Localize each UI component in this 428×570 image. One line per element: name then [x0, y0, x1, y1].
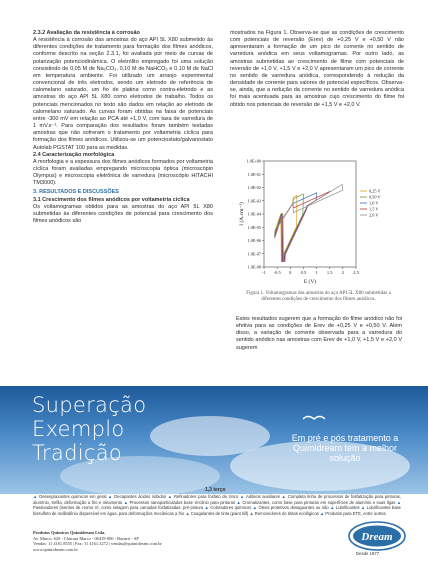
- x-tick-label: 2: [341, 270, 344, 275]
- bullet-icon: ▲: [123, 499, 130, 505]
- bullet-icon: ▲: [204, 505, 211, 511]
- bullet-icon: ▲: [249, 510, 255, 516]
- product-item: Decapantes ácidos inibidos: [114, 494, 168, 499]
- bullet-icon: ▲: [185, 510, 191, 516]
- legend-entry: 2,0 V: [369, 212, 379, 218]
- bullet-icon: ▲: [239, 494, 246, 499]
- figure-caption: Figura 1. Voltamogramas das amostras do aço API 5L X80 submetidas a diferentes condições de crescimento dos filmes anódicos.: [246, 291, 391, 302]
- product-item: Desengraxantes químicos em geral: [39, 494, 109, 499]
- x-axis-label: E (V): [303, 279, 317, 285]
- y-tick-label: 1.0E-04: [247, 211, 261, 217]
- bullet-icon: ▲: [361, 505, 367, 511]
- bullet-icon: ▲: [108, 494, 115, 499]
- x-tick-label: 0.5: [300, 270, 307, 275]
- paragraph-conclusion: Estes resultados sugerem que a formação do filme anódico não foi efetiva para as condições de Erev de +0,25 V e +0,50 V. Além disso, a variação de corrente observada para a varredura do sentido anódico nas amostras com Erev de +1,0 V, +1,5 V e +2,0 V sugerem: [236, 316, 402, 351]
- x-tick-label: 2.5: [353, 270, 359, 275]
- bullet-icon: ▲: [281, 494, 288, 499]
- section-heading-3-1: 3.1 Crescimento dos filmes anódicos por voltametria cíclica: [33, 196, 190, 203]
- ad-product-list: [33, 494, 401, 516]
- y-tick-label: 1.0E-06: [247, 238, 261, 243]
- product-item: Coagulantes de tinta (paint kill): [190, 510, 250, 516]
- product-item: Lubrificantes base bissulfeto de molibdênio dispersível em água, para deformações mecânicas a frio: [33, 505, 401, 516]
- left-column: [33, 30, 213, 225]
- x-tick-label: 1.5: [326, 270, 333, 275]
- legend-entry: 0,50 V: [369, 194, 381, 200]
- bullet-icon: ▲: [236, 499, 243, 505]
- ad-title-line-1: Superação: [32, 393, 147, 417]
- product-item: Óleos protetivos desaguantes ou não: [258, 505, 331, 511]
- product-item: Lubrificantes: [335, 505, 362, 511]
- ad-title-line-3: Tradição: [32, 441, 123, 465]
- logo-since: Desde 1977: [356, 551, 380, 556]
- plot-area: [264, 161, 356, 267]
- right-column-bottom: [236, 316, 402, 352]
- paragraph-morphology: A morfologia e a espessura dos filmes anódicos formados por voltametria cíclica foram avaliadas empregando microscopia óptica (microscópio Olympus) e microscopia eletrônica de varredura (microscópio HITACHI TM3000).: [33, 158, 213, 187]
- product-item: Coloradores químicos: [210, 505, 253, 511]
- paragraph-corrosion: A resistência à corrosão das amostras do aço API 5L X80 submetido às diferentes condições de tratamento para formação dos filmes anódicos, conforme descrito na seção 2.3.1, foi avaliada por meio de curvas de polarização potenciodinâmica. O eletrólito empregado foi uma solução consistindo de 0,05 M de Na₂CO₃, 0,10 M de NaHCO₃ e 0,10 M de NaCl em temperatura ambiente. Foi utilizado um arranjo experimental convencional de três eletrodos, sendo um eletrodo de referência de calomelano saturado, um fio de platina como contra-eletrodo e as amostras do aço API 5L X80 como eletrodos de trabalho. Todos os potenciais mencionados no texto são dados em relação ao eletrodo de calomelano saturado. As curvas foram obtidas na faixa de potenciais entre -300 mV em relação ao PCA até +1,0 V, com taxa de varredura de 1 mV.s⁻¹. Para comparação dos resultados foram também testadas amostras que não sofreram o tratamento por voltametria cíclica para formação dos filmes anódicos. Utilizou-se um potenciostato/galvanostato Autolab PGSTAT 100 para as medidas.: [33, 37, 213, 151]
- section-heading-3: 3. RESULTADOS E DISCUSSÕES: [33, 189, 119, 196]
- quimidream-advertisement: [0, 386, 428, 568]
- company-phones: Vendas: 11 4161.8555 | Fax: 11 4161.3272 | vendas@quimidream.com.br: [33, 541, 162, 547]
- product-item: Aditivos auxiliares: [245, 494, 282, 499]
- paragraph-figure-discussion: mostrados na Figura 1. Observa-se que as condições de crescimento com potenciais de reversão (Erev) de +0,25 V e +0,50 V não apresentaram a formação de um pico de corrente no sentido de varredura anódica em seus voltamogramas. Por outro lado, as amostras submetidas ao crescimento de filme com potenciais de reversão de +1,0 V, +1,5 V e +2,0 V apresentaram um pico de corrente no sentido de varredura anódica, correspondendo à redução da densidade de corrente para valores de potencial específicos. Observa-se, ainda, que a redução da corrente no sentido de varredura anódica foi mais acentuada para as amostras cujo crescimento do filme foi obtido nos potenciais de reversão de +1,5 V e +2,0 V.: [230, 30, 404, 108]
- bullet-icon: ▲: [396, 499, 402, 505]
- ad-size-label: 1,3 terço: [205, 487, 226, 493]
- legend-entry: 0,25 V: [369, 188, 381, 194]
- ad-slogan: Em pré e pós tratamento a Quimidream tem a melhor solução: [291, 433, 399, 463]
- product-item: Removedores de tintas ecológicos: [254, 510, 320, 516]
- company-name: Produtos Químicos Quimidream Ltda.: [33, 530, 106, 535]
- product-item: Refinadores para fosfato de zinco: [173, 494, 240, 499]
- x-tick-label: 0: [289, 270, 292, 275]
- y-tick-label: 1.0E-07: [247, 251, 261, 257]
- y-tick-label: 1.0E-03: [247, 198, 261, 204]
- paragraph-voltammograms: Os voltamogramas obtidos para as amostras do aço API 5L X80 submetidas às diferentes condições de potencial para crescimento dos filmes anódicos são: [33, 203, 213, 225]
- bullet-icon: ▲: [319, 510, 326, 516]
- quimidream-logo: [348, 520, 406, 552]
- seagull-icon: [302, 413, 326, 423]
- ad-sky-background: [0, 386, 428, 494]
- y-tick-label: 1.0E-02: [247, 185, 261, 190]
- legend-entry: 1,0 V: [369, 200, 379, 206]
- bullet-icon: ▲: [33, 494, 40, 499]
- section-heading-2-3-2: 2.3.2 Avaliação da resistência à corrosão: [33, 30, 140, 36]
- product-item: Produtos para ETE, entre outros.: [325, 510, 387, 516]
- product-item: Cromatizantes, como base para pinturas em superfícies de alumínio e suas ligas: [242, 499, 397, 505]
- y-tick-label: 1.0E-08: [247, 264, 261, 270]
- product-item: Passivadores (isentos de cromo VI, como selagem para camadas fosfatizadas, pré-pintura: [33, 505, 205, 511]
- company-address: Av. Marco, 620 - Chácara Marco - 06419-000 - Barueri - SP: [33, 535, 139, 541]
- y-tick-label: 1.0E-01: [247, 171, 261, 177]
- right-column-top: [230, 30, 404, 109]
- company-website[interactable]: www.quimidream.com.br: [33, 546, 78, 552]
- ad-contact-block: [33, 530, 253, 552]
- x-tick-label: 1: [315, 270, 318, 275]
- voltammogram-chart: [236, 155, 396, 290]
- x-tick-label: -0.5: [273, 270, 281, 275]
- y-tick-label: 1.0E-05: [247, 224, 261, 230]
- x-tick-label: -1: [262, 270, 266, 275]
- ad-title-line-2: Exemplo: [32, 417, 125, 441]
- bullet-icon: ▲: [167, 494, 174, 499]
- bullet-icon: ▲: [330, 505, 336, 511]
- section-heading-2-4: 2.4 Caracterização morfológica: [33, 151, 115, 158]
- product-item: Processos nanoparticulados base zircônio para pinturas: [129, 499, 237, 505]
- product-item: Completa linha de processos de fosfatização para pinturas, alumínio, trefila, deformação a frio e oleamento: [33, 494, 401, 505]
- legend-entry: 1,5 V: [369, 206, 379, 212]
- y-tick-label: 1.0E+00: [246, 158, 261, 164]
- logo-wordmark: Dream: [361, 531, 393, 543]
- bullet-icon: ▲: [252, 505, 259, 511]
- y-axis-label: I (A.cm⁻²): [239, 202, 245, 226]
